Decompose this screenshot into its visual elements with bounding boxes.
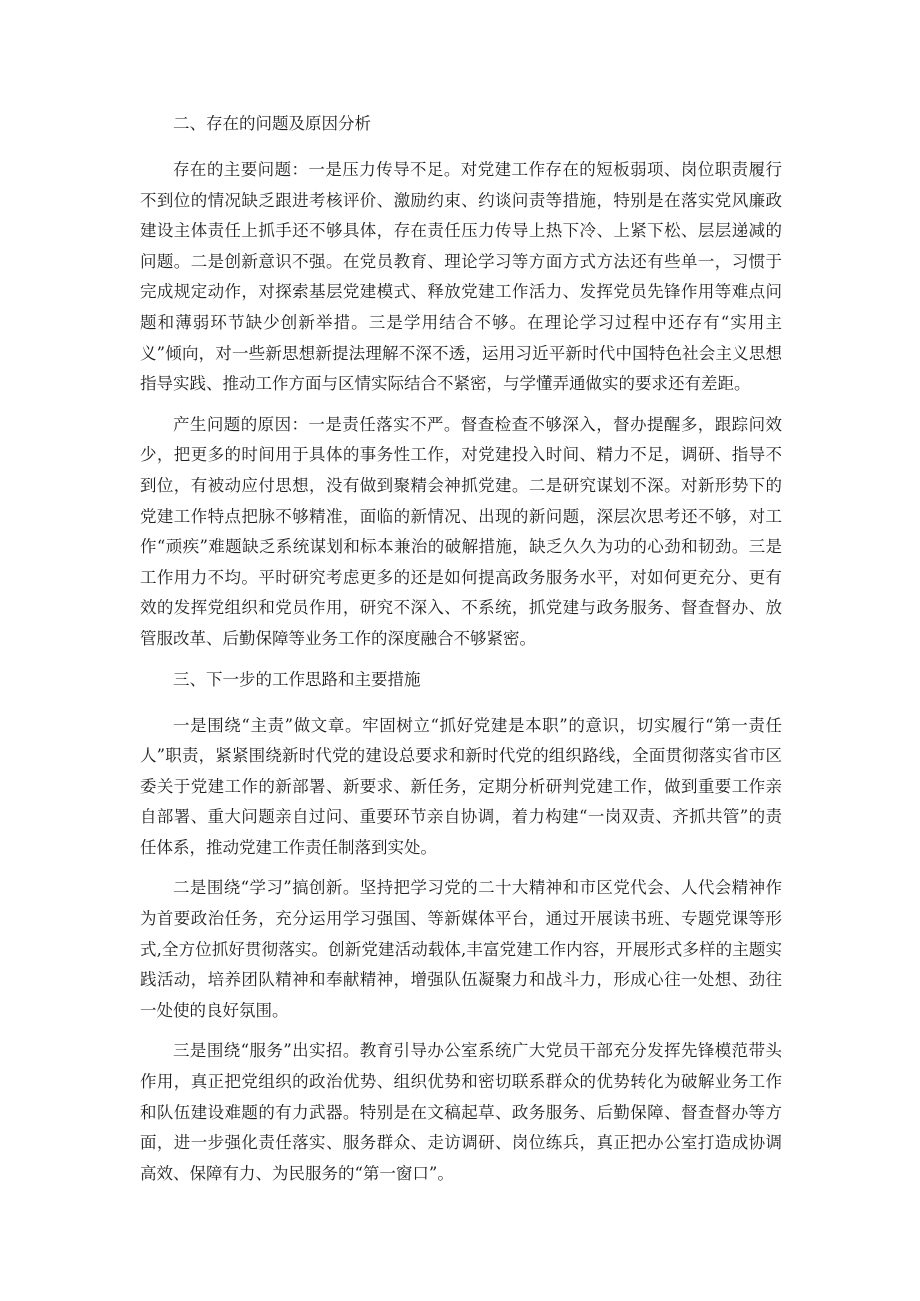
paragraph-measure-main-responsibility: 一是围绕“主责”做文章。牢固树立“抓好党建是本职”的意识，切实履行“第一责任人”职责，紧紧围绕新时代党的建设总要求和新时代党的组织路线，全面贯彻落实省市区委关于党建工作的新部署、新要求、新任务，定期分析研判党建工作，做到重要工作亲自部署、重大问题亲自过问、重要环节亲自协调，着力构建“一岗双责、齐抓共管”的责任体系，推动党建工作责任制落到实处。 — [140, 715, 782, 857]
paragraph-main-problems: 存在的主要问题：一是压力传导不足。对党建工作存在的短板弱项、岗位职责履行不到位的情况缺乏跟进考核评价、激励约束、约谈问责等措施，特别是在落实党风廉政建设主体责任上抓手还不够具体，存在责任压力传导上热下冷、上紧下松、层层递减的问题。二是创新意识不强。在党员教育、理论学习等方面方式方法还有些单一，习惯于完成规定动作，对探索基层党建模式、释放党建工作活力、发挥党员先锋作用等难点问题和薄弱环节缺少创新举措。三是学用结合不够。在理论学习过程中还存有“实用主义”倾向，对一些新思想新提法理解不深不透，运用习近平新时代中国特色社会主义思想指导实践、推动工作方面与区情实际结合不紧密，与学懂弄通做实的要求还有差距。 — [140, 160, 782, 394]
section-heading-problems-analysis: 二、存在的问题及原因分析 — [173, 114, 371, 133]
paragraph-measure-learning: 二是围绕“学习”搞创新。坚持把学习党的二十大精神和市区党代会、人代会精神作为首要政治任务，充分运用学习强国、等新媒体平台，通过开展读书班、专题党课等形式,全方位抓好贯彻落实。创新党建活动载体,丰富党建工作内容，开展形式多样的主题实践活动，培养团队精神和奉献精神，增强队伍凝聚力和战斗力，形成心往一处想、劲往一处使的良好氛围。 — [140, 878, 782, 1020]
section-heading-next-steps: 三、下一步的工作思路和主要措施 — [173, 669, 421, 689]
paragraph-measure-service: 三是围绕“服务”出实招。教育引导办公室系统广大党员干部充分发挥先锋模范带头作用，真正把党组织的政治优势、组织优势和密切联系群众的优势转化为破解业务工作和队伍建设难题的有力武器。特别是在文稿起草、政务服务、后勤保障、督查督办等方面，进一步强化责任落实、服务群众、走访调研、岗位练兵，真正把办公室打造成协调高效、保障有力、为民服务的“第一窗口”。 — [140, 1041, 782, 1183]
paragraph-problem-causes: 产生问题的原因：一是责任落实不严。督查检查不够深入，督办提醒多，跟踪问效少，把更多的时间用于具体的事务性工作，对党建投入时间、精力不足，调研、指导不到位，有被动应付思想，没有做到聚精会神抓党建。二是研究谋划不深。对新形势下的党建工作特点把脉不够精准，面临的新情况、出现的新问题，深层次思考还不够，对工作“顽疾”难题缺乏系统谋划和标本兼治的破解措施，缺乏久久为功的心劲和韧劲。三是工作用力不均。平时研究考虑更多的还是如何提高政务服务水平，对如何更充分、更有效的发挥党组织和党员作用，研究不深入、不系统，抓党建与政务服务、督查督办、放管服改革、后勤保障等业务工作的深度融合不够紧密。 — [140, 414, 782, 648]
document-page — [140, 109, 782, 1189]
